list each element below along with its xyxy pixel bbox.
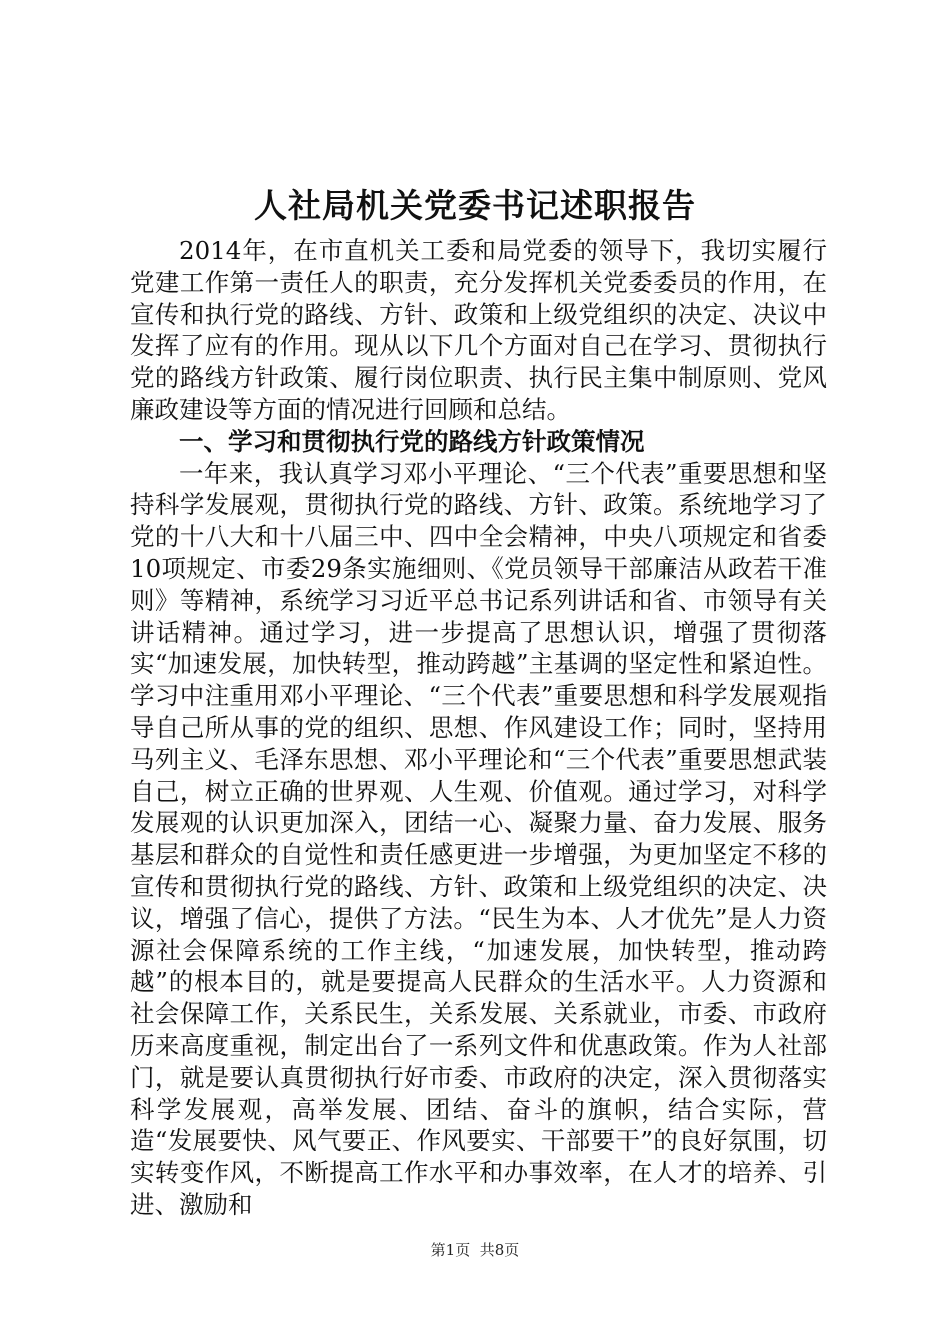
page-footer: [0, 1240, 950, 1260]
document-title: 人社局机关党委书记述职报告: [254, 186, 696, 225]
intro-paragraph: 2014年，在市直机关工委和局党委的领导下，我切实履行党建工作第一责任人的职责，充分发挥机关党委委员的作用，在宣传和执行党的路线、方针、政策和上级党组织的决定、决议中发挥了应有的作用。现从以下几个方面对自己在学习、贯彻执行党的路线方针政策、履行岗位职责、执行民主集中制原则、党风廉政建设等方面的情况进行回顾和总结。: [130, 236, 827, 424]
page-number: 第1页: [430, 1241, 471, 1259]
section-heading: 一、学习和贯彻执行党的路线方针政策情况: [179, 426, 645, 456]
document-body: [130, 235, 827, 1221]
total-pages: 共8页: [479, 1241, 520, 1259]
footer-spacer: [470, 1241, 480, 1259]
section-paragraph: 一年来，我认真学习邓小平理论、“三个代表”重要思想和坚持科学发展观，贯彻执行党的路线、方针、政策。系统地学习了党的十八大和十八届三中、四中全会精神，中央八项规定和省委10项规定、市委29条实施细则、《党员领导干部廉洁从政若干准则》等精神，系统学习习近平总书记系列讲话和省、市领导有关讲话精神。通过学习，进一步提高了思想认识，增强了贯彻落实“加速发展，加快转型，推动跨越”主基调的坚定性和紧迫性。学习中注重用邓小平理论、“三个代表”重要思想和科学发展观指导自己所从事的党的组织、思想、作风建设工作；同时，坚持用马列主义、毛泽东思想、邓小平理论和“三个代表”重要思想武装自己，树立正确的世界观、人生观、价值观。通过学习，对科学发展观的认识更加深入，团结一心、凝聚力量、奋力发展、服务基层和群众的自觉性和责任感更进一步增强，为更加坚定不移的宣传和贯彻执行党的路线、方针、政策和上级党组织的决定、决议，增强了信心，提供了方法。“民生为本、人才优先”是人力资源社会保障系统的工作主线，“加速发展，加快转型，推动跨越”的根本目的，就是要提高人民群众的生活水平。人力资源和社会保障工作，关系民生，关系发展、关系就业，市委、市政府历来高度重视，制定出台了一系列文件和优惠政策。作为人社部门，就是要认真贯彻执行好市委、市政府的决定，深入贯彻落实科学发展观，高举发展、团结、奋斗的旗帜，结合实际，营造“发展要快、风气要正、作风要实、干部要干”的良好氛围，切实转变作风，不断提高工作水平和办事效率，在人才的培养、引进、激励和: [130, 458, 827, 1219]
